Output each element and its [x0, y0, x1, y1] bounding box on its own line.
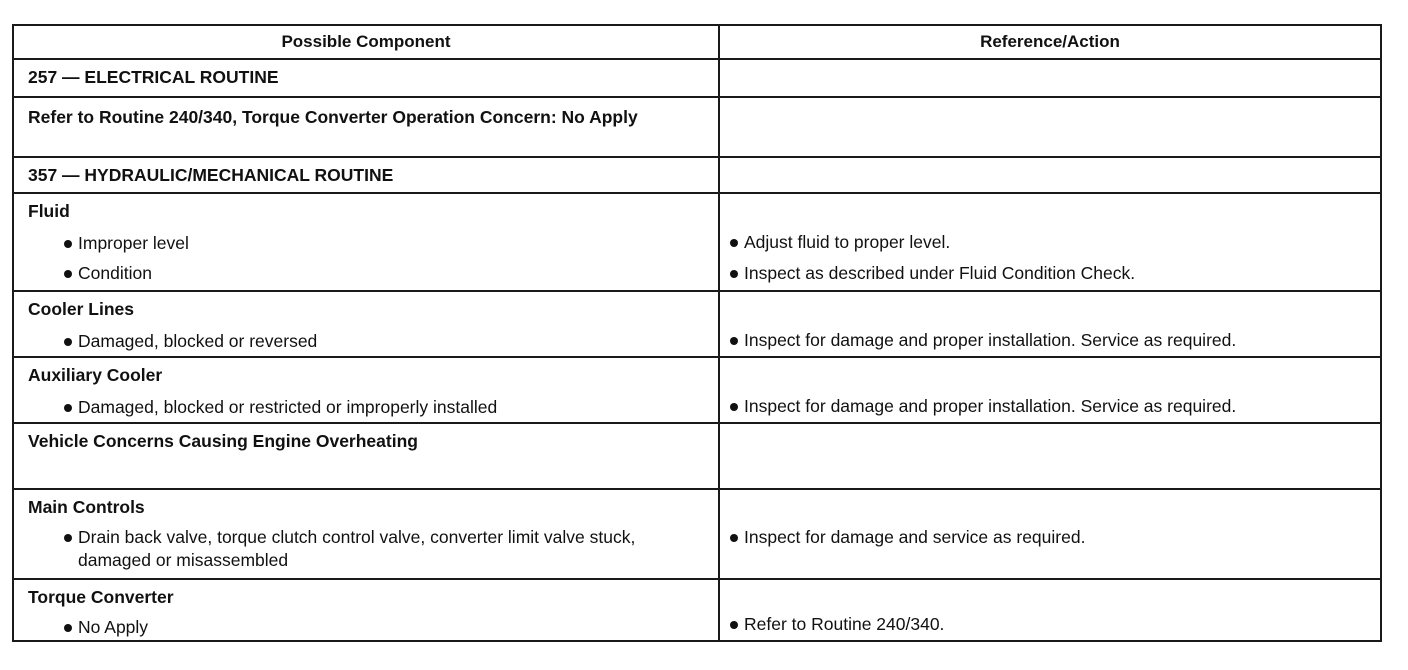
- bullet-icon: [730, 270, 738, 278]
- bullet-icon: [730, 534, 738, 542]
- action-item: Inspect as described under Fluid Condition Check.: [720, 254, 1380, 285]
- component-title: Torque Converter: [28, 587, 174, 607]
- header-row: [13, 25, 1381, 59]
- component-title: Auxiliary Cooler: [28, 365, 163, 385]
- table-row: [13, 97, 1381, 157]
- component-title: 357 — HYDRAULIC/MECHANICAL ROUTINE: [28, 165, 394, 185]
- component-item: Damaged, blocked or reversed: [14, 323, 718, 353]
- component-cell: [13, 97, 719, 157]
- action-cell: [719, 423, 1381, 489]
- component-cell: [13, 489, 719, 579]
- component-title: Fluid: [28, 201, 70, 221]
- component-item: Condition: [14, 255, 718, 285]
- table-row: [13, 291, 1381, 357]
- bullet-icon: [64, 404, 72, 412]
- bullet-icon: [64, 270, 72, 278]
- table-row: [13, 357, 1381, 423]
- table-row: [13, 193, 1381, 291]
- bullet-icon: [730, 621, 738, 629]
- action-cell: [719, 157, 1381, 193]
- action-item: Inspect for damage and proper installation. Service as required.: [720, 292, 1380, 352]
- bullet-icon: [64, 240, 72, 248]
- action-cell: [719, 97, 1381, 157]
- bullet-icon: [730, 403, 738, 411]
- component-item: No Apply: [14, 611, 718, 639]
- component-title: 257 — ELECTRICAL ROUTINE: [28, 67, 279, 87]
- bullet-icon: [64, 624, 72, 632]
- component-cell: [13, 423, 719, 489]
- action-cell: [719, 193, 1381, 291]
- action-cell: [719, 291, 1381, 357]
- bullet-icon: [64, 338, 72, 346]
- action-item: Inspect for damage and proper installation. Service as required.: [720, 358, 1380, 418]
- table-row: [13, 59, 1381, 97]
- table-row: [13, 157, 1381, 193]
- component-item: Drain back valve, torque clutch control valve, converter limit valve stuck, damaged or misassembled: [14, 521, 718, 572]
- bullet-icon: [64, 534, 72, 542]
- bullet-icon: [730, 239, 738, 247]
- component-cell: [13, 59, 719, 97]
- header-reference-action: Reference/Action: [719, 25, 1381, 59]
- action-item: Refer to Routine 240/340.: [720, 580, 1380, 636]
- component-cell: [13, 357, 719, 423]
- component-cell: [13, 157, 719, 193]
- table-row: [13, 423, 1381, 489]
- header-possible-component: Possible Component: [13, 25, 719, 59]
- component-cell: [13, 291, 719, 357]
- action-cell: [719, 59, 1381, 97]
- action-cell: [719, 357, 1381, 423]
- component-title: Cooler Lines: [28, 299, 134, 319]
- table-row: [13, 579, 1381, 641]
- action-item: Inspect for damage and service as required.: [720, 490, 1380, 549]
- action-cell: [719, 489, 1381, 579]
- component-item: Damaged, blocked or restricted or improperly installed: [14, 389, 718, 419]
- component-cell: [13, 193, 719, 291]
- diagnosis-table: [12, 24, 1382, 642]
- action-cell: [719, 579, 1381, 641]
- table-row: [13, 489, 1381, 579]
- component-title: Main Controls: [28, 497, 145, 517]
- bullet-icon: [730, 337, 738, 345]
- action-item: Adjust fluid to proper level.: [720, 194, 1380, 254]
- component-title: Refer to Routine 240/340, Torque Converter Operation Concern: No Apply: [28, 107, 638, 127]
- component-item: Improper level: [14, 225, 718, 255]
- component-cell: [13, 579, 719, 641]
- component-title: Vehicle Concerns Causing Engine Overheating: [28, 431, 418, 451]
